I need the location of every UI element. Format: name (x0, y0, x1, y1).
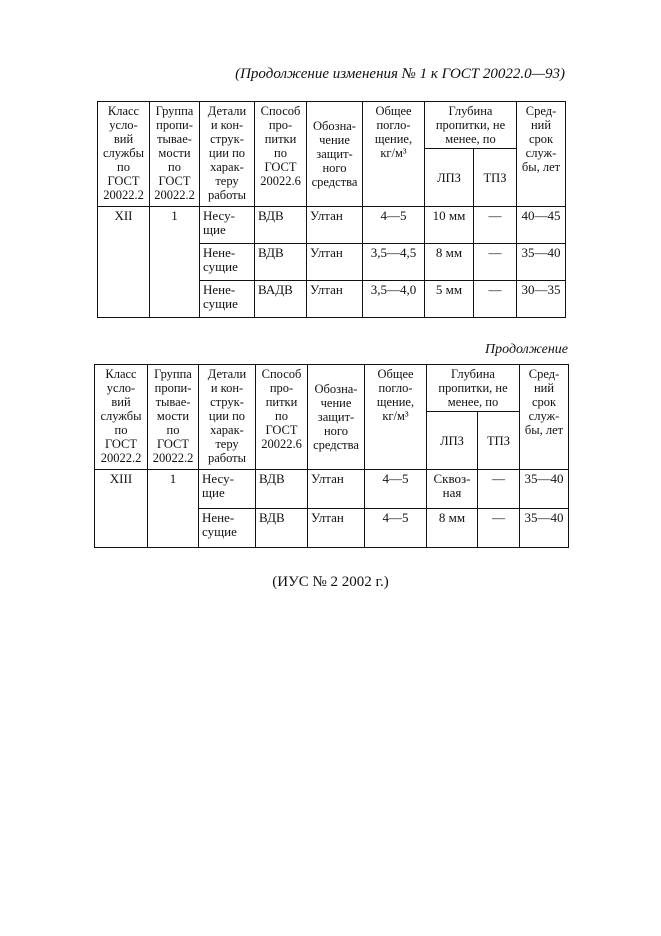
amendment-header: (Продолжение изменения № 1 к ГОСТ 20022.0—93) (235, 66, 565, 82)
life-cell: 35—40 (520, 509, 569, 548)
designation-cell: Ултан (307, 281, 363, 318)
absorption-cell: 4—5 (363, 207, 425, 244)
method-cell: ВАДВ (255, 281, 307, 318)
lpz-cell: Сквоз- ная (427, 470, 478, 509)
absorption-cell: 3,5—4,5 (363, 244, 425, 281)
tpz-cell: — (474, 281, 517, 318)
column-header-method: Способ про- питки по ГОСТ 20022.6 (255, 102, 307, 207)
lpz-cell: 5 мм (425, 281, 474, 318)
column-header-designation: Обозна- чение защит- ного средства (308, 365, 365, 470)
method-cell: ВДВ (255, 244, 307, 281)
group-cell: 1 (148, 470, 199, 548)
method-cell: ВДВ (256, 470, 308, 509)
column-header-depth: Глубина пропитки, не менее, по (427, 365, 520, 412)
column-header-tpz: ТПЗ (478, 412, 520, 470)
column-header-service-life: Сред- ний срок служ- бы, лет (517, 102, 566, 207)
lpz-cell: 8 мм (427, 509, 478, 548)
column-header-tpz: ТПЗ (474, 149, 517, 207)
column-header-depth: Глубина пропитки, не менее, по (425, 102, 517, 149)
absorption-cell: 4—5 (365, 470, 427, 509)
designation-cell: Ултан (307, 207, 363, 244)
life-cell: 35—40 (517, 244, 566, 281)
life-cell: 40—45 (517, 207, 566, 244)
column-header-class: Класс услo- вий службы по ГОСТ 20022.2 (95, 365, 148, 470)
ius-reference: (ИУС № 2 2002 г.) (272, 574, 389, 590)
column-header-group: Группа пропи- тывае- мости по ГОСТ 20022.2 (150, 102, 200, 207)
column-header-service-life: Сред- ний срок служ- бы, лет (520, 365, 569, 470)
tpz-cell: — (478, 509, 520, 548)
details-cell: Несу- щие (199, 470, 256, 509)
details-cell: Нене- сущие (199, 509, 256, 548)
column-header-absorption: Общее погло- щение, кг/м³ (365, 365, 427, 470)
column-header-group: Группа пропи- тывае- мости по ГОСТ 20022.2 (148, 365, 199, 470)
designation-cell: Ултан (308, 509, 365, 548)
tpz-cell: — (474, 207, 517, 244)
absorption-cell: 3,5—4,0 (363, 281, 425, 318)
method-cell: ВДВ (255, 207, 307, 244)
table-header-row (98, 102, 566, 149)
tpz-cell: — (478, 470, 520, 509)
designation-cell: Ултан (307, 244, 363, 281)
method-cell: ВДВ (256, 509, 308, 548)
table-header-row (95, 365, 569, 412)
column-header-details: Детали и кон- струк- ции по харак- теру работы (200, 102, 255, 207)
column-header-lpz: ЛПЗ (427, 412, 478, 470)
designation-cell: Ултан (308, 470, 365, 509)
impregnation-table-1 (97, 101, 566, 318)
details-cell: Нене- сущие (200, 281, 255, 318)
column-header-method: Способ про- питки по ГОСТ 20022.6 (256, 365, 308, 470)
life-cell: 35—40 (520, 470, 569, 509)
details-cell: Нене- сущие (200, 244, 255, 281)
class-cell: XII (98, 207, 150, 318)
column-header-designation: Обозна- чение защит- ного средства (307, 102, 363, 207)
life-cell: 30—35 (517, 281, 566, 318)
table-row (95, 470, 569, 509)
column-header-details: Детали и кон- струк- ции по харак- теру работы (199, 365, 256, 470)
details-cell: Несу- щие (200, 207, 255, 244)
tpz-cell: — (474, 244, 517, 281)
absorption-cell: 4—5 (365, 509, 427, 548)
column-header-class: Класс услo- вий службы по ГОСТ 20022.2 (98, 102, 150, 207)
column-header-lpz: ЛПЗ (425, 149, 474, 207)
table-row (98, 207, 566, 244)
impregnation-table-2 (94, 364, 569, 548)
continuation-label: Продолжение (485, 342, 568, 357)
group-cell: 1 (150, 207, 200, 318)
lpz-cell: 10 мм (425, 207, 474, 244)
class-cell: XIII (95, 470, 148, 548)
lpz-cell: 8 мм (425, 244, 474, 281)
column-header-absorption: Общее погло- щение, кг/м³ (363, 102, 425, 207)
